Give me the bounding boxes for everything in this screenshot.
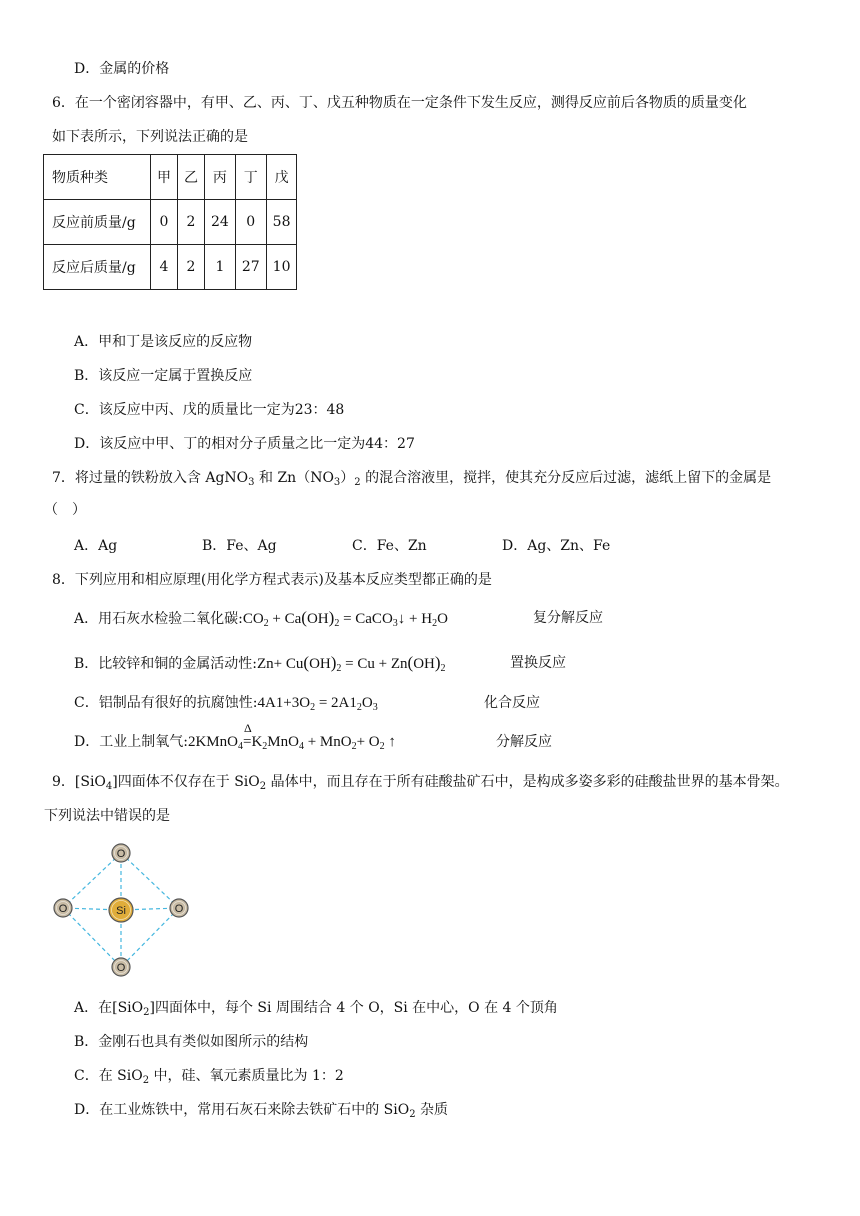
q7-stem-part: ）	[340, 470, 355, 486]
table-header-cell: 乙	[178, 155, 205, 200]
q7-option-a: A．Ag	[74, 538, 118, 554]
q8-option-b-type: 置换反应	[510, 655, 566, 671]
q8-option-c-type: 化合反应	[484, 695, 540, 711]
q9-option-part: D．在工业炼铁中，常用石灰石来除去铁矿石中的 SiO	[74, 1102, 410, 1118]
table-header-cell: 甲	[151, 155, 178, 200]
q6-option-d: D．该反应中甲、丁的相对分子质量之比一定为44：27	[74, 436, 415, 452]
q8-option-c	[74, 693, 378, 718]
q8-option-a-label: A．用石灰水检验二氧化碳:	[74, 611, 243, 627]
q7-stem-sub: 3	[333, 477, 341, 488]
table-cell: 1	[205, 245, 236, 290]
q9-stem-part: 9．[SiO	[52, 774, 106, 790]
oxygen-atom	[54, 899, 72, 917]
q8-option-d-label: D．工业上制氧气:	[74, 734, 188, 750]
q9-stem-sub: 4	[105, 781, 113, 792]
q6-option-a: A．甲和丁是该反应的反应物	[74, 334, 253, 350]
q8-equation-d: 2KMnO$_4$ Δ $=K_2MnO_4 + MnO_2+ O_2$ ↑	[188, 734, 396, 750]
heat-delta-symbol: Δ	[243, 721, 252, 735]
q9-option-part: ]四面体中，每个 Si 周围结合 4 个 O，Si 在中心，O 在 4 个顶角	[149, 1000, 558, 1016]
q8-option-c-label: C．铝制品有很好的抗腐蚀性:	[74, 695, 258, 711]
table-row	[44, 245, 297, 290]
q9-stem-part: ]四面体不仅存在于 SiO	[112, 774, 260, 790]
q9-option-d	[74, 1100, 448, 1125]
q6-option-c: C．该反应中丙、戊的质量比一定为23：48	[74, 402, 345, 418]
q9-option-a	[74, 998, 558, 1023]
oxygen-atom	[112, 958, 130, 976]
q9-stem-sub: 2	[259, 781, 267, 792]
q9-option-sub: 2	[409, 1109, 416, 1120]
q8-equation-b: $Zn+ Cu(OH)_2 = Cu + Zn(OH)_2$	[257, 653, 446, 674]
oxygen-atom	[170, 899, 188, 917]
table-cell: 10	[266, 245, 297, 290]
table-cell: 4	[151, 245, 178, 290]
q8-equation-c: $4A1+3O_2 = 2A1_2O_3$	[257, 695, 378, 713]
q8-option-b	[74, 653, 446, 679]
table-cell: 反应前质量/g	[44, 200, 151, 245]
q8-equation-a: $CO_2 + Ca(OH)_2$ = CaCO$_3$↓ + $H_2O$	[242, 608, 448, 629]
q8-stem: 8．下列应用和相应原理(用化学方程式表示)及基本反应类型都正确的是	[52, 572, 492, 588]
table-header-row	[44, 155, 297, 200]
table-header-cell: 丁	[235, 155, 266, 200]
table-cell: 0	[151, 200, 178, 245]
q9-option-part: A．在[SiO	[74, 1000, 144, 1016]
svg-text:O: O	[174, 903, 184, 915]
q9-stem-part: 晶体中，而且存在于所有硅酸盐矿石中，是构成多姿多彩的硅酸盐世界的基本骨架。	[266, 774, 789, 790]
bond-line	[121, 853, 179, 908]
q7-stem-sub: 2	[354, 477, 361, 488]
q9-option-c	[74, 1066, 344, 1091]
q9-option-sub: 2	[143, 1007, 150, 1018]
q7-stem-line1	[52, 468, 771, 493]
table-header-cell: 物质种类	[44, 155, 151, 200]
q6-mass-table	[43, 154, 297, 290]
q6-stem-line1: 6．在一个密闭容器中，有甲、乙、丙、丁、戊五种物质在一定条件下发生反应，测得反应前后各物质的质量变化	[52, 95, 747, 111]
q7-option-d: D．Ag、Zn、Fe	[502, 538, 611, 554]
svg-text:O: O	[58, 903, 68, 915]
oxygen-atom	[112, 844, 130, 862]
q8-option-a	[74, 608, 448, 634]
q9-option-part: 中，硅、氧元素质量比为 1：2	[149, 1068, 344, 1084]
silicon-atom	[109, 898, 133, 922]
svg-text:O: O	[116, 962, 126, 974]
q8-option-b-label: B．比较锌和铜的金属活动性:	[74, 656, 258, 672]
svg-text:O: O	[116, 848, 126, 860]
q7-stem-sub: 3	[248, 477, 255, 488]
table-cell: 0	[235, 200, 266, 245]
q9-option-sub: 2	[142, 1075, 150, 1086]
q8-option-d	[74, 721, 396, 757]
q7-stem-part: 的混合溶液里，搅拌，使其充分反应后过滤，滤纸上留下的金属是	[360, 470, 772, 486]
table-cell: 24	[205, 200, 236, 245]
q7-stem-part: 和 Zn（NO	[254, 470, 334, 486]
table-cell: 2	[178, 245, 205, 290]
q8-option-d-type: 分解反应	[496, 734, 552, 750]
table-header-cell: 戊	[266, 155, 297, 200]
q9-option-part: C．在 SiO	[74, 1068, 143, 1084]
svg-text:Si: Si	[116, 905, 126, 917]
q7-answer-blank: （ ）	[44, 502, 86, 518]
q7-option-b: B．Fe、Ag	[202, 538, 277, 554]
q5-option-d: D．金属的价格	[74, 61, 170, 77]
q9-option-b: B．金刚石也具有类似如图所示的结构	[74, 1034, 309, 1050]
table-cell: 反应后质量/g	[44, 245, 151, 290]
sio4-tetrahedron-diagram	[46, 840, 196, 980]
table-cell: 2	[178, 200, 205, 245]
q8-option-a-type: 复分解反应	[533, 610, 603, 626]
q7-option-c: C．Fe、Zn	[352, 538, 427, 554]
table-cell: 27	[235, 245, 266, 290]
q6-stem-line2: 如下表所示，下列说法正确的是	[52, 129, 248, 145]
q9-option-part: 杂质	[415, 1102, 449, 1118]
bond-line	[63, 853, 121, 908]
table-row	[44, 200, 297, 245]
q7-stem-part: 7．将过量的铁粉放入含 AgNO	[52, 470, 249, 486]
q9-stem-line2: 下列说法中错误的是	[44, 808, 170, 824]
table-cell: 58	[266, 200, 297, 245]
table-header-cell: 丙	[205, 155, 236, 200]
q9-stem-line1	[52, 772, 789, 797]
q6-option-b: B．该反应一定属于置换反应	[74, 368, 253, 384]
